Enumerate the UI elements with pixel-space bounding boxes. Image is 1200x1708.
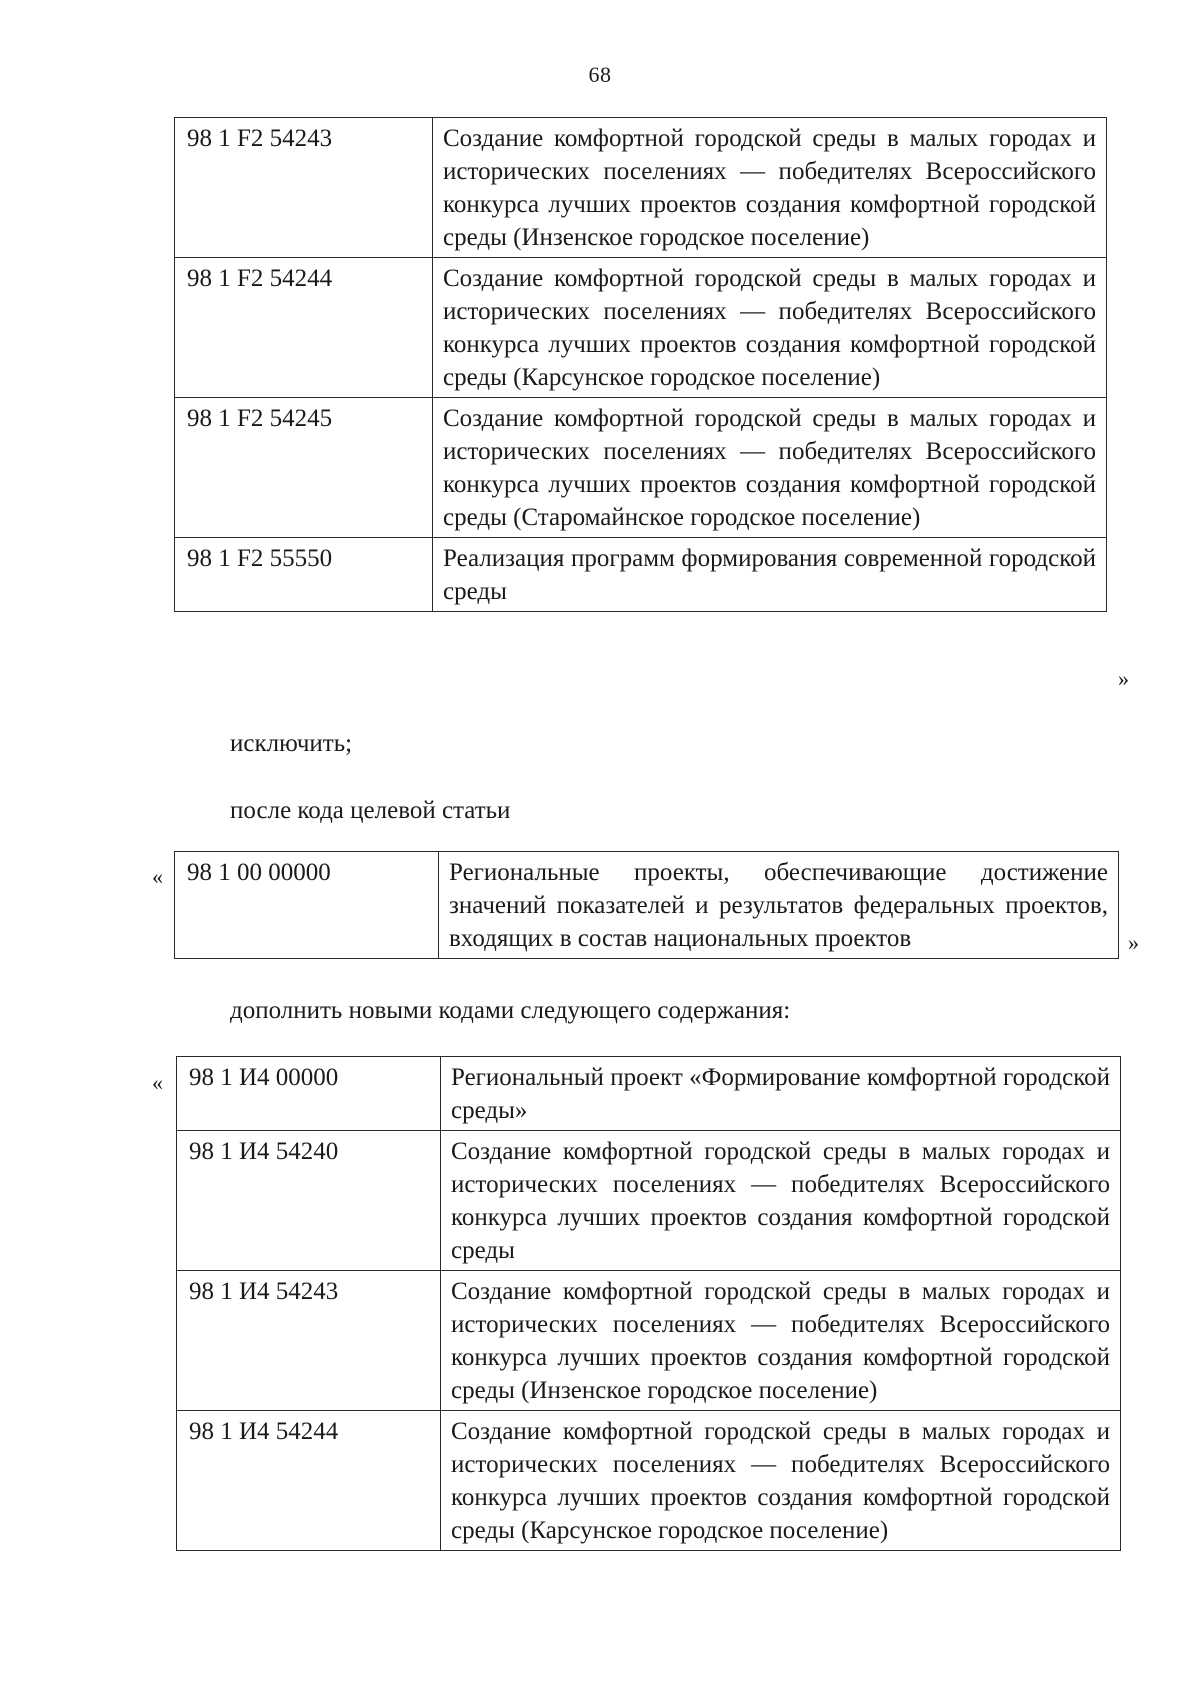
instruction-add: дополнить новыми кодами следующего содержания: — [230, 997, 791, 1024]
table-row — [175, 398, 1107, 538]
table-row — [175, 258, 1107, 398]
table-row — [177, 1271, 1121, 1411]
closing-quote: » — [1128, 930, 1139, 955]
code-cell: 98 1 F2 54245 — [175, 398, 433, 538]
excluded-codes-table — [174, 117, 1107, 612]
code-cell: 98 1 F2 55550 — [175, 538, 433, 612]
table-row — [177, 1411, 1121, 1551]
page-number: 68 — [588, 62, 612, 87]
table-row — [175, 538, 1107, 612]
table-row — [175, 118, 1107, 258]
code-cell: 98 1 F2 54244 — [175, 258, 433, 398]
instruction-exclude: исключить; — [230, 730, 353, 757]
description-cell: Создание комфортной городской среды в малых городах и исторических поселениях — победителях Всероссийского конкурса лучших проектов создания комфортной городской среды (Инзенское городское поселение) — [433, 118, 1107, 258]
code-cell: 98 1 И4 54240 — [177, 1131, 441, 1271]
table-row — [177, 1057, 1121, 1131]
opening-quote: « — [152, 1070, 163, 1095]
opening-quote: « — [152, 864, 163, 889]
description-cell: Создание комфортной городской среды в малых городах и исторических поселениях — победителях Всероссийского конкурса лучших проектов создания комфортной городской среды (Инзенское городское поселение) — [441, 1271, 1121, 1411]
description-cell: Создание комфортной городской среды в малых городах и исторических поселениях — победителях Всероссийского конкурса лучших проектов создания комфортной городской среды — [441, 1131, 1121, 1271]
code-cell: 98 1 F2 54243 — [175, 118, 433, 258]
table-row — [175, 852, 1119, 959]
description-cell: Создание комфортной городской среды в малых городах и исторических поселениях — победителях Всероссийского конкурса лучших проектов создания комфортной городской среды (Старомайнское городское поселение) — [433, 398, 1107, 538]
reference-code-table — [174, 851, 1119, 959]
description-cell: Региональный проект «Формирование комфортной городской среды» — [441, 1057, 1121, 1131]
code-cell: 98 1 00 00000 — [175, 852, 439, 959]
description-cell: Реализация программ формирования современной городской среды — [433, 538, 1107, 612]
code-cell: 98 1 И4 54244 — [177, 1411, 441, 1551]
description-cell: Региональные проекты, обеспечивающие достижение значений показателей и результатов федеральных проектов, входящих в состав национальных проектов — [439, 852, 1119, 959]
description-cell: Создание комфортной городской среды в малых городах и исторических поселениях — победителях Всероссийского конкурса лучших проектов создания комфортной городской среды (Карсунское городское поселение) — [441, 1411, 1121, 1551]
instruction-after-code: после кода целевой статьи — [230, 797, 511, 824]
code-cell: 98 1 И4 00000 — [177, 1057, 441, 1131]
table-row — [177, 1131, 1121, 1271]
description-cell: Создание комфортной городской среды в малых городах и исторических поселениях — победителях Всероссийского конкурса лучших проектов создания комфортной городской среды (Карсунское городское поселение) — [433, 258, 1107, 398]
code-cell: 98 1 И4 54243 — [177, 1271, 441, 1411]
closing-quote: » — [1118, 666, 1129, 691]
added-codes-table — [176, 1056, 1121, 1551]
